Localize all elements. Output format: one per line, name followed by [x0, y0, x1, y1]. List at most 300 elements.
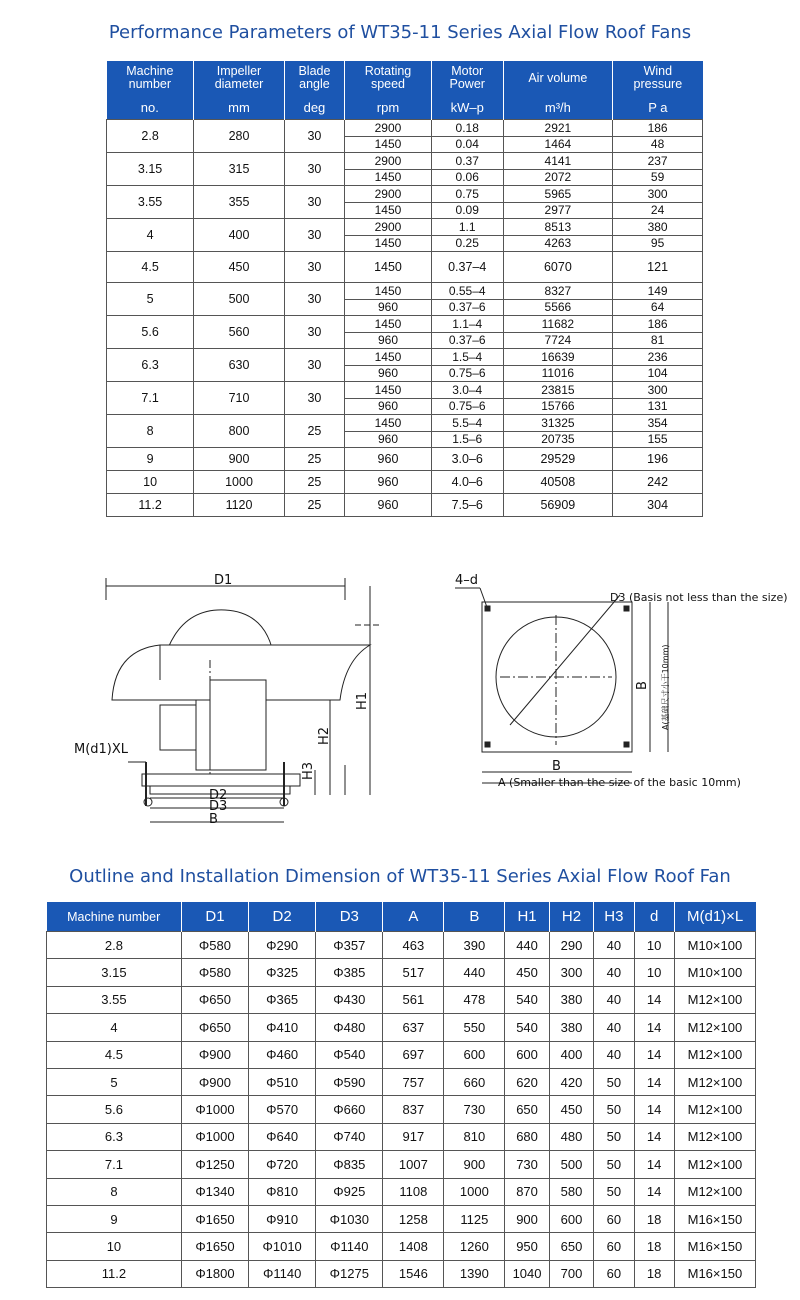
dim-cell-5: 600	[444, 1041, 505, 1068]
dim-cell-5: 660	[444, 1068, 505, 1095]
dim-cell-0: 4	[47, 1014, 182, 1041]
perf-subvalue: 4141	[544, 153, 572, 168]
dim-cell-3: Φ540	[316, 1041, 383, 1068]
side-note: A(基础尺寸小于10mm)	[661, 644, 670, 730]
perf-subvalue: 31325	[541, 415, 575, 430]
dim-header-0: Machine number	[47, 902, 182, 932]
perf-cell-air	[503, 153, 613, 186]
table-row	[107, 415, 703, 448]
perf-subvalue: 236	[647, 349, 668, 364]
perf-cell-dia: 450	[194, 252, 285, 283]
dim-cell-10: M12×100	[674, 1014, 755, 1041]
dim-cell-7: 290	[549, 932, 593, 959]
perf-subvalue: 0.25	[432, 235, 503, 251]
dim-cell-7: 500	[549, 1151, 593, 1178]
fan-drawing	[0, 540, 800, 840]
perf-cell-power	[431, 153, 503, 186]
perf-subvalue: 15766	[504, 398, 613, 414]
perf-cell-dia: 560	[194, 316, 285, 349]
dim-cell-7: 380	[549, 1014, 593, 1041]
perf-subvalue: 1450	[374, 349, 402, 364]
perf-cell-dia: 1000	[194, 471, 285, 494]
dim-cell-10: M16×150	[674, 1205, 755, 1232]
perf-cell-speed: 960	[345, 471, 432, 494]
perf-cell-power: 4.0–6	[431, 471, 503, 494]
dim-cell-7: 420	[549, 1068, 593, 1095]
perf-cell-angle: 30	[284, 316, 344, 349]
dim-header-3: D3	[316, 902, 383, 932]
table-row	[47, 932, 756, 959]
dim-cell-3: Φ590	[316, 1068, 383, 1095]
dim-cell-6: 440	[505, 932, 549, 959]
dim-cell-8: 50	[594, 1096, 634, 1123]
perf-subvalue: 380	[647, 219, 668, 234]
table-row	[47, 1041, 756, 1068]
table-row	[47, 1205, 756, 1232]
perf-subvalue: 237	[647, 153, 668, 168]
dim-cell-6: 870	[505, 1178, 549, 1205]
h3-label: H3	[301, 761, 316, 780]
perf-subvalue: 0.18	[455, 120, 479, 135]
perf-subvalue: 0.37–6	[432, 332, 503, 348]
dim-cell-2: Φ460	[249, 1041, 316, 1068]
dim-cell-0: 3.15	[47, 959, 182, 986]
dim-header-9: d	[634, 902, 674, 932]
dim-cell-8: 40	[594, 959, 634, 986]
dim-cell-9: 14	[634, 1014, 674, 1041]
perf-cell-air	[503, 382, 613, 415]
dim-cell-3: Φ1030	[316, 1205, 383, 1232]
perf-cell-power	[431, 283, 503, 316]
perf-subvalue: 48	[613, 136, 702, 152]
dim-header-1: D1	[181, 902, 248, 932]
perf-subvalue: 1464	[504, 136, 613, 152]
dim-cell-1: Φ1800	[181, 1260, 248, 1287]
dim-cell-9: 18	[634, 1260, 674, 1287]
perf-cell-air	[503, 349, 613, 382]
perf-subvalue: 5.5–4	[452, 415, 483, 430]
dim-cell-0: 9	[47, 1205, 182, 1232]
dim-cell-10: M12×100	[674, 1068, 755, 1095]
dim-cell-9: 14	[634, 1096, 674, 1123]
perf-subvalue: 11682	[541, 316, 575, 331]
d3-label-side: D3	[209, 799, 228, 814]
table-row	[107, 471, 703, 494]
dim-cell-7: 600	[549, 1205, 593, 1232]
dim-cell-4: 463	[383, 932, 444, 959]
dim-cell-6: 680	[505, 1123, 549, 1150]
perf-cell-dia: 500	[194, 283, 285, 316]
perf-cell-press	[613, 120, 703, 153]
perf-cell-angle: 25	[284, 415, 344, 448]
perf-cell-angle: 30	[284, 349, 344, 382]
dim-cell-8: 40	[594, 986, 634, 1013]
perf-header-1	[194, 61, 285, 95]
perf-header-line2: diameter	[214, 77, 264, 91]
perf-subvalue: 0.06	[432, 169, 503, 185]
perf-cell-power	[431, 186, 503, 219]
perf-header-line2: speed	[370, 77, 406, 91]
perf-cell-power: 7.5–6	[431, 494, 503, 517]
performance-table	[106, 61, 703, 517]
dim-cell-0: 3.55	[47, 986, 182, 1013]
dim-cell-5: 478	[444, 986, 505, 1013]
perf-subvalue: 5566	[504, 299, 613, 315]
dim-cell-2: Φ810	[249, 1178, 316, 1205]
dim-cell-4: 1408	[383, 1233, 444, 1260]
perf-subvalue: 0.37	[455, 153, 479, 168]
dim-cell-1: Φ1000	[181, 1123, 248, 1150]
dim-cell-5: 1260	[444, 1233, 505, 1260]
dim-cell-9: 14	[634, 1151, 674, 1178]
table-row	[47, 1123, 756, 1150]
perf-cell-air: 29529	[503, 448, 613, 471]
dim-cell-10: M16×150	[674, 1260, 755, 1287]
dim-cell-5: 390	[444, 932, 505, 959]
perf-cell-speed	[345, 349, 432, 382]
dim-cell-3: Φ1275	[316, 1260, 383, 1287]
perf-subvalue: 8513	[544, 219, 572, 234]
dim-cell-4: 517	[383, 959, 444, 986]
dim-cell-2: Φ720	[249, 1151, 316, 1178]
perf-cell-dia: 630	[194, 349, 285, 382]
perf-cell-press	[613, 153, 703, 186]
perf-cell-air	[503, 120, 613, 153]
dim-cell-3: Φ385	[316, 959, 383, 986]
dim-cell-9: 14	[634, 1178, 674, 1205]
dim-cell-2: Φ1010	[249, 1233, 316, 1260]
perf-subvalue: 354	[647, 415, 668, 430]
perf-cell-no: 5.6	[107, 316, 194, 349]
perf-cell-air	[503, 219, 613, 252]
perf-cell-air	[503, 316, 613, 349]
dim-cell-5: 440	[444, 959, 505, 986]
perf-cell-air: 40508	[503, 471, 613, 494]
dim-cell-2: Φ325	[249, 959, 316, 986]
dim-cell-5: 730	[444, 1096, 505, 1123]
perf-subvalue: 186	[647, 120, 668, 135]
perf-subvalue: 11016	[504, 365, 613, 381]
dim-cell-3: Φ430	[316, 986, 383, 1013]
perf-header-line1: Blade	[298, 64, 331, 78]
perf-cell-speed: 1450	[345, 252, 432, 283]
perf-cell-power	[431, 219, 503, 252]
dimension-table	[46, 902, 756, 1288]
dim-cell-7: 450	[549, 1096, 593, 1123]
perf-subvalue: 4263	[504, 235, 613, 251]
table-row	[47, 986, 756, 1013]
perf-subvalue: 0.75	[455, 186, 479, 201]
perf-header-2	[284, 61, 344, 95]
perf-cell-speed	[345, 186, 432, 219]
dim-cell-7: 380	[549, 986, 593, 1013]
perf-cell-dia: 900	[194, 448, 285, 471]
perf-cell-no: 10	[107, 471, 194, 494]
perf-cell-no: 3.15	[107, 153, 194, 186]
dim-cell-10: M16×150	[674, 1233, 755, 1260]
dim-cell-5: 1125	[444, 1205, 505, 1232]
dim-cell-0: 5	[47, 1068, 182, 1095]
dim-cell-2: Φ640	[249, 1123, 316, 1150]
perf-subvalue: 2900	[374, 120, 402, 135]
dim-cell-0: 6.3	[47, 1123, 182, 1150]
perf-cell-dia: 280	[194, 120, 285, 153]
dim-cell-10: M12×100	[674, 986, 755, 1013]
base-plate	[142, 774, 300, 786]
table-row	[107, 448, 703, 471]
dim-cell-1: Φ580	[181, 932, 248, 959]
perf-cell-speed	[345, 316, 432, 349]
perf-header-line1: Air volume	[528, 70, 588, 85]
perf-cell-no: 11.2	[107, 494, 194, 517]
dim-cell-7: 480	[549, 1123, 593, 1150]
dim-cell-8: 50	[594, 1151, 634, 1178]
perf-header-line2: pressure	[633, 77, 683, 91]
dim-cell-2: Φ365	[249, 986, 316, 1013]
perf-subvalue: 2900	[374, 186, 402, 201]
dim-cell-2: Φ1140	[249, 1260, 316, 1287]
dim-cell-4: 1108	[383, 1178, 444, 1205]
perf-cell-press	[613, 186, 703, 219]
table-row	[47, 959, 756, 986]
perf-header-line1: Rotating	[364, 64, 412, 78]
perf-header-5	[503, 61, 613, 95]
dim-cell-4: 561	[383, 986, 444, 1013]
perf-cell-speed	[345, 219, 432, 252]
perf-unit-2: deg	[284, 95, 344, 120]
perf-header-line2: number	[128, 77, 172, 91]
dim-cell-2: Φ290	[249, 932, 316, 959]
perf-unit-4: kW–p	[431, 95, 503, 120]
dim-cell-7: 650	[549, 1233, 593, 1260]
perf-cell-angle: 30	[284, 120, 344, 153]
perf-cell-press	[613, 316, 703, 349]
dim-cell-9: 14	[634, 1123, 674, 1150]
dim-cell-6: 540	[505, 1014, 549, 1041]
perf-cell-no: 2.8	[107, 120, 194, 153]
dim-cell-6: 650	[505, 1096, 549, 1123]
dim-header-4: A	[383, 902, 444, 932]
perf-subvalue: 300	[647, 186, 668, 201]
perf-cell-speed	[345, 382, 432, 415]
dim-cell-9: 10	[634, 959, 674, 986]
perf-subvalue: 1450	[345, 169, 431, 185]
dim-cell-6: 950	[505, 1233, 549, 1260]
dim-cell-9: 10	[634, 932, 674, 959]
perf-cell-power	[431, 349, 503, 382]
perf-cell-no: 9	[107, 448, 194, 471]
dim-cell-1: Φ900	[181, 1041, 248, 1068]
perf-cell-no: 4.5	[107, 252, 194, 283]
dim-cell-6: 540	[505, 986, 549, 1013]
dimension-title: Outline and Installation Dimension of WT35-11 Series Axial Flow Roof Fan	[69, 866, 731, 887]
dim-header-2: D2	[249, 902, 316, 932]
table-row	[47, 1178, 756, 1205]
d1-label: D1	[214, 573, 233, 588]
dim-cell-1: Φ580	[181, 959, 248, 986]
perf-cell-speed	[345, 415, 432, 448]
dim-cell-8: 50	[594, 1178, 634, 1205]
perf-header-line1: Impeller	[216, 64, 262, 78]
b-label-side: B	[209, 812, 218, 827]
dim-cell-9: 14	[634, 1041, 674, 1068]
perf-header-line2: angle	[299, 77, 330, 91]
dim-cell-10: M12×100	[674, 1041, 755, 1068]
a-note: A (Smaller than the size of the basic 10mm)	[498, 776, 741, 789]
perf-cell-power	[431, 382, 503, 415]
table-row	[107, 153, 703, 186]
perf-subvalue: 0.75–6	[432, 398, 503, 414]
dim-cell-9: 14	[634, 1068, 674, 1095]
perf-subvalue: 960	[345, 398, 431, 414]
table-row	[47, 1233, 756, 1260]
d3-note: D3 (Basis not less than the size)	[610, 591, 788, 604]
dim-cell-10: M10×100	[674, 959, 755, 986]
dim-cell-5: 900	[444, 1151, 505, 1178]
perf-unit-1: mm	[194, 95, 285, 120]
perf-subvalue: 0.09	[432, 202, 503, 218]
table-row	[107, 252, 703, 283]
perf-subvalue: 23815	[541, 382, 575, 397]
d2-label: D2	[209, 788, 228, 803]
perf-header-line2: Power	[449, 77, 485, 91]
dim-cell-5: 550	[444, 1014, 505, 1041]
dim-cell-8: 50	[594, 1068, 634, 1095]
perf-subvalue: 960	[345, 365, 431, 381]
perf-subvalue: 8327	[544, 283, 572, 298]
perf-cell-no: 3.55	[107, 186, 194, 219]
perf-header-4	[431, 61, 503, 95]
perf-cell-speed: 960	[345, 448, 432, 471]
perf-unit-6: P a	[613, 95, 703, 120]
perf-cell-speed	[345, 283, 432, 316]
dim-cell-5: 1000	[444, 1178, 505, 1205]
dim-cell-8: 50	[594, 1123, 634, 1150]
dim-cell-8: 40	[594, 932, 634, 959]
dim-cell-4: 1258	[383, 1205, 444, 1232]
table-row	[47, 1151, 756, 1178]
dim-cell-4: 697	[383, 1041, 444, 1068]
perf-subvalue: 2072	[504, 169, 613, 185]
dim-cell-10: M12×100	[674, 1151, 755, 1178]
dim-cell-2: Φ910	[249, 1205, 316, 1232]
holes-label: 4–d	[455, 573, 479, 588]
perf-subvalue: 2900	[374, 219, 402, 234]
perf-subvalue: 7724	[504, 332, 613, 348]
perf-cell-speed	[345, 120, 432, 153]
perf-subvalue: 1450	[345, 235, 431, 251]
perf-header-3	[345, 61, 432, 95]
dim-cell-8: 40	[594, 1014, 634, 1041]
perf-cell-power: 3.0–6	[431, 448, 503, 471]
perf-subvalue: 1450	[345, 202, 431, 218]
dim-cell-3: Φ480	[316, 1014, 383, 1041]
perf-subvalue: 2921	[544, 120, 572, 135]
perf-subvalue: 59	[613, 169, 702, 185]
perf-cell-air: 56909	[503, 494, 613, 517]
dim-cell-8: 40	[594, 1041, 634, 1068]
perf-subvalue: 1450	[345, 136, 431, 152]
perf-cell-air: 6070	[503, 252, 613, 283]
dim-cell-3: Φ835	[316, 1151, 383, 1178]
perf-subvalue: 81	[613, 332, 702, 348]
dim-cell-4: 1007	[383, 1151, 444, 1178]
dim-cell-2: Φ410	[249, 1014, 316, 1041]
perf-cell-angle: 25	[284, 471, 344, 494]
b-label-right: B	[635, 681, 650, 690]
dim-cell-3: Φ740	[316, 1123, 383, 1150]
dim-cell-6: 1040	[505, 1260, 549, 1287]
dim-cell-4: 757	[383, 1068, 444, 1095]
performance-title: Performance Parameters of WT35-11 Series Axial Flow Roof Fans	[108, 22, 692, 43]
perf-subvalue: 0.37–6	[432, 299, 503, 315]
perf-cell-air	[503, 415, 613, 448]
dim-cell-4: 1546	[383, 1260, 444, 1287]
dim-header-7: H2	[549, 902, 593, 932]
perf-subvalue: 1450	[374, 415, 402, 430]
perf-cell-dia: 355	[194, 186, 285, 219]
dim-cell-9: 18	[634, 1205, 674, 1232]
perf-cell-power	[431, 120, 503, 153]
dim-cell-7: 700	[549, 1260, 593, 1287]
dim-cell-0: 8	[47, 1178, 182, 1205]
dim-cell-6: 900	[505, 1205, 549, 1232]
dim-cell-7: 580	[549, 1178, 593, 1205]
perf-subvalue: 186	[647, 316, 668, 331]
perf-subvalue: 3.0–4	[452, 382, 483, 397]
dim-cell-9: 18	[634, 1233, 674, 1260]
dim-cell-0: 5.6	[47, 1096, 182, 1123]
dim-cell-3: Φ925	[316, 1178, 383, 1205]
dim-cell-5: 1390	[444, 1260, 505, 1287]
d3-leader	[510, 595, 620, 725]
dim-cell-9: 14	[634, 986, 674, 1013]
perf-cell-press: 304	[613, 494, 703, 517]
dim-cell-4: 637	[383, 1014, 444, 1041]
perf-cell-press: 121	[613, 252, 703, 283]
dim-cell-0: 7.1	[47, 1151, 182, 1178]
dim-cell-4: 837	[383, 1096, 444, 1123]
dim-cell-8: 60	[594, 1233, 634, 1260]
perf-cell-press	[613, 219, 703, 252]
table-row	[107, 494, 703, 517]
dim-cell-3: Φ1140	[316, 1233, 383, 1260]
perf-cell-power	[431, 316, 503, 349]
dim-cell-1: Φ1650	[181, 1233, 248, 1260]
perf-cell-press	[613, 349, 703, 382]
perf-subvalue: 20735	[504, 431, 613, 447]
perf-subvalue: 16639	[541, 349, 575, 364]
perf-subvalue: 1.1	[458, 219, 476, 234]
perf-cell-no: 7.1	[107, 382, 194, 415]
perf-header-0	[107, 61, 194, 95]
dim-cell-1: Φ1250	[181, 1151, 248, 1178]
perf-subvalue: 1.5–6	[432, 431, 503, 447]
perf-subvalue: 95	[613, 235, 702, 251]
perf-cell-press: 242	[613, 471, 703, 494]
perf-subvalue: 1450	[374, 382, 402, 397]
dim-cell-7: 400	[549, 1041, 593, 1068]
perf-header-line1: Motor	[451, 64, 484, 78]
dim-cell-10: M12×100	[674, 1096, 755, 1123]
perf-subvalue: 1450	[374, 283, 402, 298]
table-row	[107, 283, 703, 316]
dim-header-10: M(d1)×L	[674, 902, 755, 932]
perf-cell-press	[613, 415, 703, 448]
dim-header-8: H3	[594, 902, 634, 932]
bolt-label: M(d1)XL	[74, 742, 129, 757]
dim-cell-10: M10×100	[674, 932, 755, 959]
